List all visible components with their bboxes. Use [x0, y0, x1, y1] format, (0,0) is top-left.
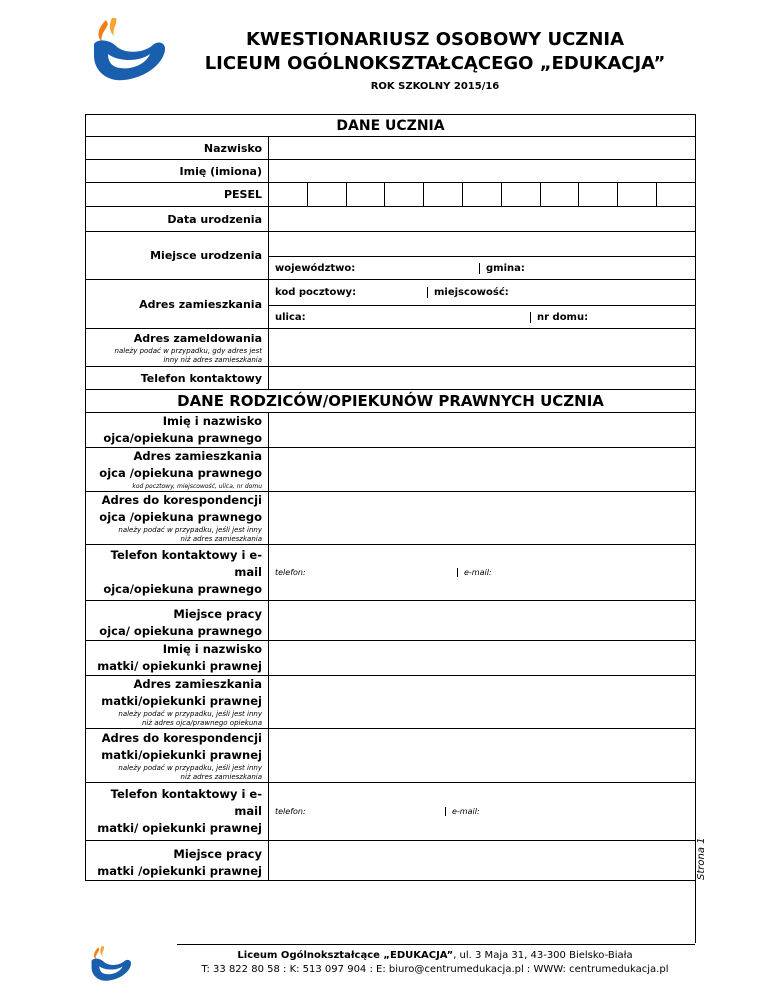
registered-address-label: Adres zameldowania należy podać w przypadku, gdy adres jest inny niż adres zamieszkania [86, 329, 269, 367]
phone-label: Telefon kontaktowy [86, 367, 269, 390]
father-correspondence-field[interactable] [269, 492, 696, 545]
street-field[interactable]: ulica: [275, 311, 306, 323]
surname-field[interactable] [269, 137, 696, 160]
surname-label: Nazwisko [86, 137, 269, 160]
registered-address-note: należy podać w przypadku, gdy adres jest [114, 347, 262, 355]
first-names-field[interactable] [269, 160, 696, 183]
mother-address-note: należy podać w przypadku, jeśli jest inny [118, 710, 262, 718]
footer-divider [177, 944, 695, 945]
mother-email-field[interactable]: e-mail: [445, 807, 695, 816]
birth-place-label: Miejsce urodzenia [86, 232, 269, 280]
mother-workplace-label: Miejsce pracy matki /opiekunki prawnej [86, 841, 269, 881]
mother-correspondence-field[interactable] [269, 729, 696, 783]
commune-field[interactable]: gmina: [479, 263, 695, 274]
father-email-field[interactable]: e-mail: [457, 568, 695, 577]
voivodeship-field[interactable]: województwo: [275, 262, 356, 274]
father-phone-field[interactable]: telefon: [275, 568, 306, 577]
mother-address-note: niż adres ojca/prawnego opiekuna [141, 719, 262, 727]
pesel-digit-box[interactable] [308, 183, 347, 206]
address-label: Adres zamieszkania [86, 280, 269, 329]
mother-name-field[interactable] [269, 641, 696, 676]
pesel-digit-box[interactable] [424, 183, 463, 206]
mother-phone-field[interactable]: telefon: [275, 807, 306, 816]
father-address-note: kod pocztowy, miejscowość, ulica, nr domu [132, 483, 262, 490]
student-questionnaire-form [85, 114, 696, 881]
pesel-digit-box[interactable] [269, 183, 308, 206]
father-workplace-label: Miejsce pracy ojca/ opiekuna prawnego [86, 601, 269, 641]
father-name-field[interactable] [269, 413, 696, 448]
phone-field[interactable] [269, 367, 696, 390]
mother-phone-email-label: Telefon kontaktowy i e-mail matki/ opiekunki prawnej [86, 783, 269, 841]
section-student-title: DANE UCZNIA [86, 115, 696, 137]
form-title-line2: LICEUM OGÓLNOKSZTAŁCĄCEGO „EDUKACJA” [204, 53, 666, 74]
postal-code-field[interactable]: kod pocztowy: [275, 287, 357, 298]
pesel-digit-box[interactable] [657, 183, 696, 206]
father-name-label: Imię i nazwisko ojca/opiekuna prawnego [86, 413, 269, 448]
father-address-field[interactable] [269, 448, 696, 492]
birth-date-field[interactable] [269, 207, 696, 232]
registered-address-field[interactable] [269, 329, 696, 367]
father-workplace-field[interactable] [269, 601, 696, 641]
pesel-digit-box[interactable] [541, 183, 580, 206]
pesel-label: PESEL [86, 183, 269, 207]
page-number: Strona 1 [696, 837, 707, 880]
pesel-digit-box[interactable] [463, 183, 502, 206]
form-title-line1: KWESTIONARIUSZ OSOBOWY UCZNIA [245, 29, 625, 50]
school-year: ROK SZKOLNY 2015/16 [370, 81, 500, 92]
pesel-digit-box[interactable] [618, 183, 657, 206]
pesel-digit-box[interactable] [347, 183, 386, 206]
pesel-digit-box[interactable] [502, 183, 541, 206]
mother-name-label: Imię i nazwisko matki/ opiekunki prawnej [86, 641, 269, 676]
page-number-rule [695, 817, 696, 943]
mother-address-field[interactable] [269, 676, 696, 729]
father-correspondence-note: niż adres zamieszkania [180, 535, 262, 543]
first-names-label: Imię (imiona) [86, 160, 269, 183]
mother-workplace-field[interactable] [269, 841, 696, 881]
footer-contact: T: 33 822 80 58 : K: 513 097 904 : E: biuro@centrumedukacja.pl : WWW: centrumedukacja.pl [201, 964, 669, 975]
father-correspondence-note: należy podać w przypadku, jeśli jest inny [118, 526, 262, 534]
father-address-label: Adres zamieszkania ojca /opiekuna prawnego kod pocztowy, miejscowość, ulica, nr domu [86, 448, 269, 492]
pesel-field[interactable] [269, 183, 696, 207]
pesel-digit-box[interactable] [579, 183, 618, 206]
birth-date-label: Data urodzenia [86, 207, 269, 232]
house-number-field[interactable]: nr domu: [530, 312, 695, 323]
father-phone-email-label: Telefon kontaktowy i e-mail ojca/opiekuna prawnego [86, 545, 269, 601]
city-field[interactable]: miejscowość: [427, 287, 695, 298]
mother-correspondence-note: niż adres zamieszkania [180, 772, 262, 781]
section-parents-title: DANE RODZICÓW/OPIEKUNÓW PRAWNYCH UCZNIA [86, 390, 696, 413]
footer-logo [88, 944, 134, 984]
mother-correspondence-label: Adres do korespondencji matki/opiekunki prawnej należy podać w przypadku, jeśli jest inny niż adres zamieszkania [86, 729, 269, 783]
footer-school-address: Liceum Ogólnokształcące „EDUKACJA”, ul. 3 Maja 31, 43-300 Bielsko-Biała [237, 950, 633, 961]
pesel-digit-box[interactable] [385, 183, 424, 206]
registered-address-note: inny niż adres zamieszkania [163, 356, 262, 364]
mother-correspondence-note: należy podać w przypadku, jeśli jest inny [118, 763, 262, 772]
father-correspondence-label: Adres do korespondencji ojca /opiekuna prawnego należy podać w przypadku, jeśli jest inny niż adres zamieszkania [86, 492, 269, 545]
birth-place-field[interactable] [269, 232, 696, 257]
mother-address-label: Adres zamieszkania matki/opiekunki prawnej należy podać w przypadku, jeśli jest inny niż adres ojca/prawnego opiekuna [86, 676, 269, 729]
